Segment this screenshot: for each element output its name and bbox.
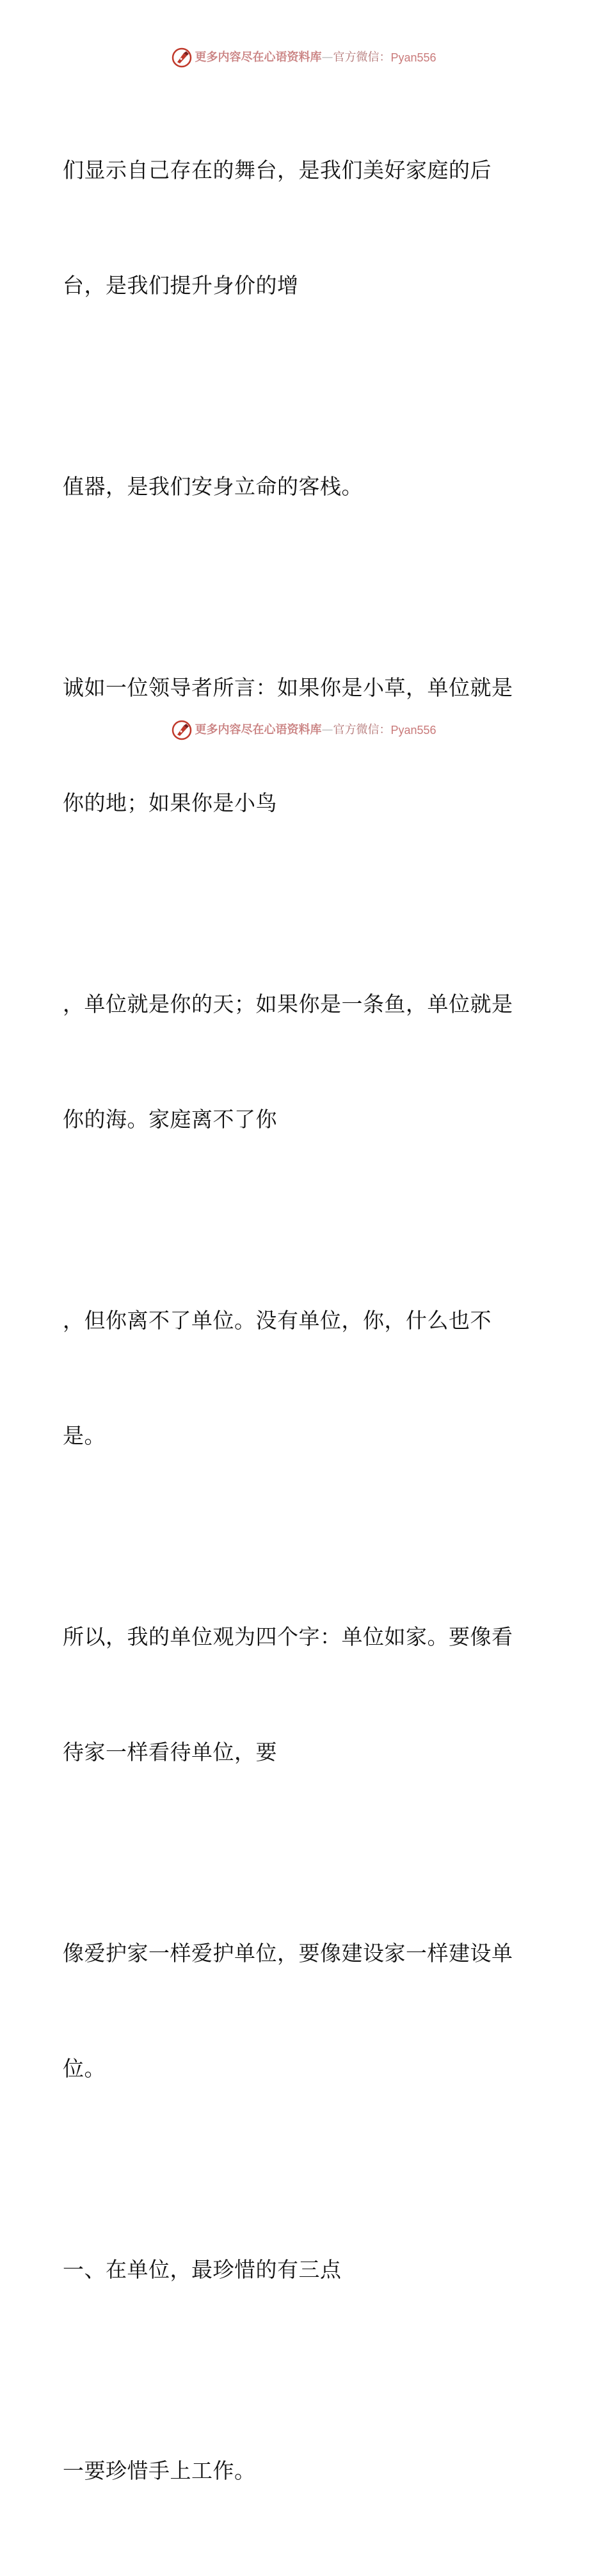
paragraph-7 <box>63 1857 536 2165</box>
text-line: 是。 <box>63 1423 106 1448</box>
paragraph-3 <box>63 592 536 899</box>
paragraph-9 <box>63 2375 536 2567</box>
banner-dash: — <box>321 51 333 64</box>
text-line: 一、在单位，最珍惜的有三点 <box>63 2257 342 2282</box>
text-line: 值器，是我们安身立命的客栈。 <box>63 474 363 499</box>
text-line: 诚如一位领导者所言：如果你是小草，单位就是 <box>63 675 513 700</box>
paragraph-2 <box>63 391 536 583</box>
footer-banner <box>0 717 608 743</box>
banner-site-text: 更多内容尽在心语资料库 <box>195 723 322 737</box>
banner-wechat-id: Pyan556 <box>390 724 436 737</box>
text-line: 所以，我的单位观为四个字：单位如家。要像看 <box>63 1624 513 1649</box>
text-line: 一要珍惜手上工作。 <box>63 2458 256 2483</box>
pen-nib-logo-icon <box>172 720 192 740</box>
text-line: ，单位就是你的天；如果你是一条鱼，单位就是 <box>63 991 513 1016</box>
banner-dash: — <box>321 723 333 737</box>
paragraph-1 <box>63 74 536 382</box>
banner-wechat-label: 官方微信： <box>333 51 391 64</box>
section-heading <box>63 2174 536 2366</box>
text-line: 像爱护家一样爱护单位，要像建设家一样建设单 <box>63 1941 513 1966</box>
text-line: 你的海。家庭离不了你 <box>63 1107 277 1132</box>
document-body <box>63 74 536 2576</box>
text-line: 们显示自己存在的舞台，是我们美好家庭的后 <box>63 158 492 183</box>
banner-site-text: 更多内容尽在心语资料库 <box>195 51 322 64</box>
banner-wechat-label: 官方微信： <box>333 723 391 737</box>
paragraph-4 <box>63 908 536 1216</box>
pen-nib-logo-icon <box>172 47 192 68</box>
text-line: ，但你离不了单位。没有单位，你，什么也不 <box>63 1308 492 1333</box>
header-banner <box>0 45 608 70</box>
text-line: 待家一样看待单位，要 <box>63 1740 277 1765</box>
paragraph-5 <box>63 1225 536 1532</box>
text-line: 位。 <box>63 2056 106 2081</box>
text-line: 台，是我们提升身价的增 <box>63 273 299 298</box>
text-line: 你的地；如果你是小鸟 <box>63 790 277 815</box>
paragraph-6 <box>63 1541 536 1848</box>
banner-wechat-id: Pyan556 <box>390 51 436 64</box>
